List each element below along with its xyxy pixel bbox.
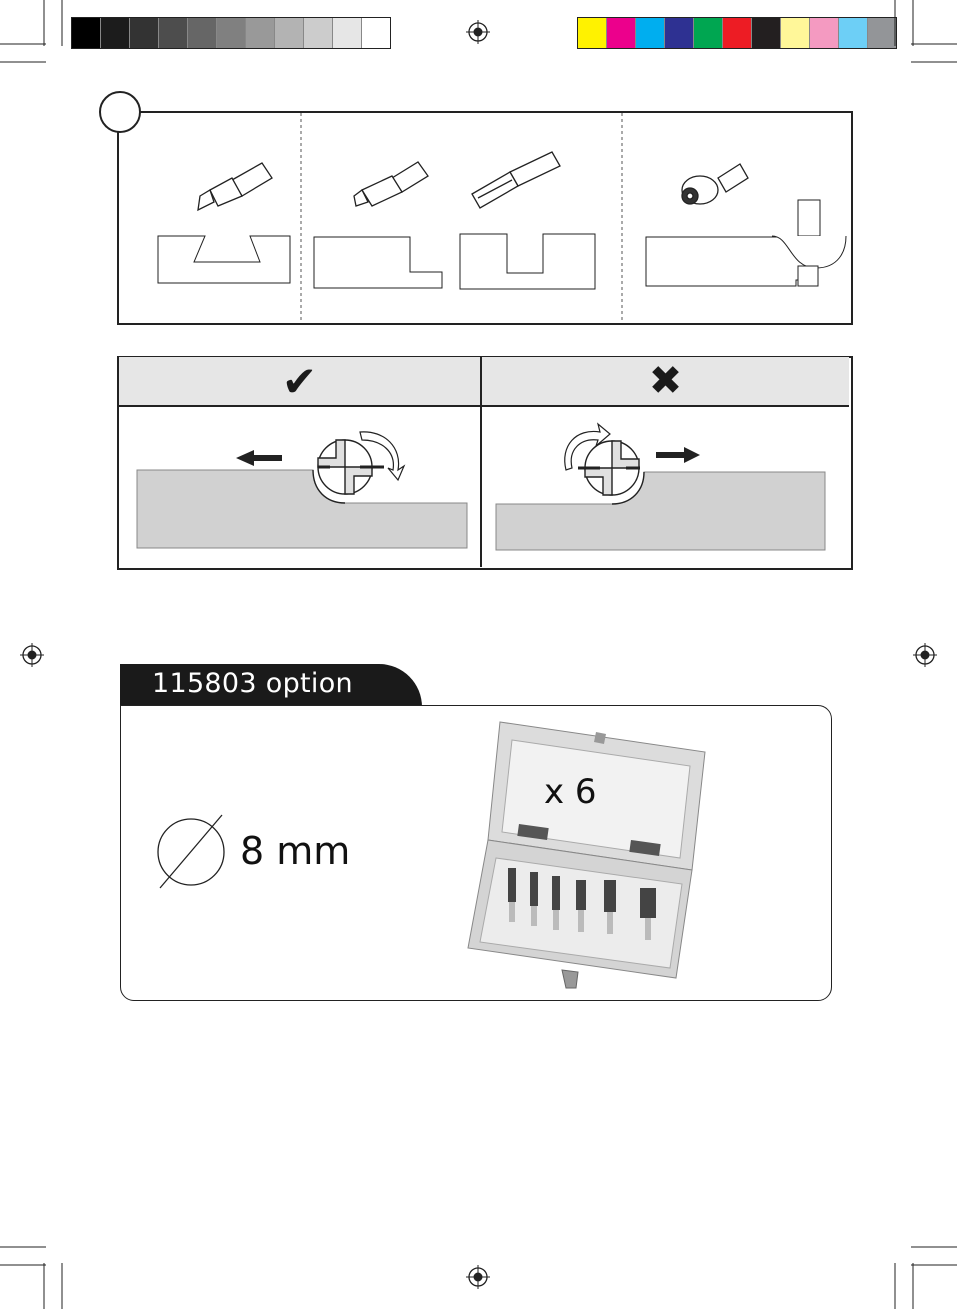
diameter-icon: [158, 815, 224, 888]
cross-icon: ✖: [648, 358, 683, 404]
check-icon: ✔: [281, 356, 318, 406]
router-bit-set-image: [468, 722, 705, 988]
option-label: 115803 option: [152, 668, 353, 699]
quantity-label: x 6: [544, 772, 597, 812]
shank-diameter-label: 8 mm: [240, 829, 351, 873]
